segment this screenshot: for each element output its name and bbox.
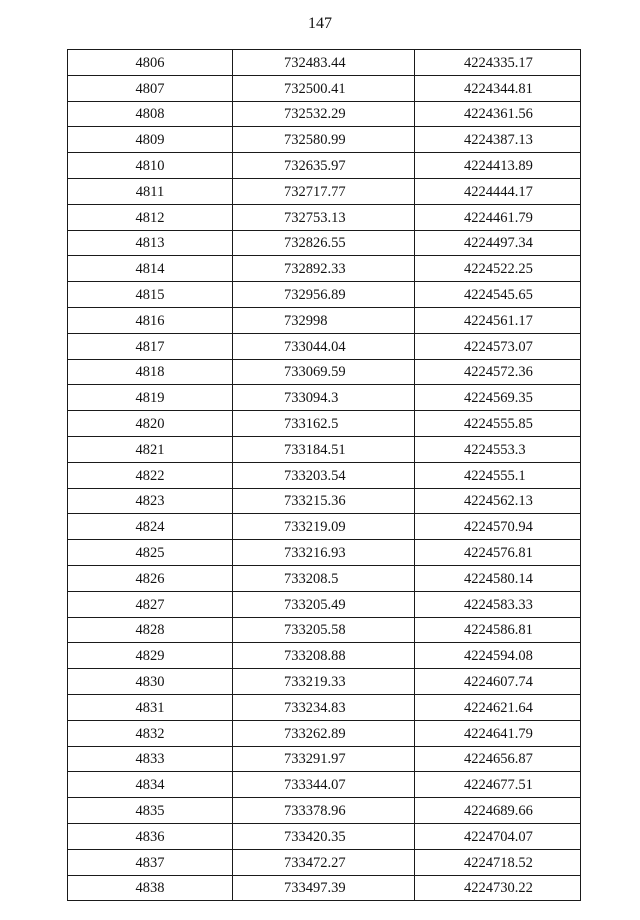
x-coordinate-cell: 732483.44 (233, 50, 415, 76)
x-coordinate-cell: 733378.96 (233, 798, 415, 824)
point-number-cell: 4838 (68, 875, 233, 901)
point-number-cell: 4813 (68, 230, 233, 256)
table-row (68, 823, 581, 849)
x-coordinate-cell: 733291.97 (233, 746, 415, 772)
y-coordinate-cell: 4224545.65 (415, 282, 581, 308)
y-coordinate-cell: 4224656.87 (415, 746, 581, 772)
table-row (68, 333, 581, 359)
x-coordinate-cell: 732635.97 (233, 153, 415, 179)
point-number-cell: 4832 (68, 720, 233, 746)
y-coordinate-cell: 4224569.35 (415, 385, 581, 411)
point-number-cell: 4821 (68, 436, 233, 462)
x-coordinate-cell: 732532.29 (233, 101, 415, 127)
y-coordinate-cell: 4224562.13 (415, 488, 581, 514)
point-number-cell: 4818 (68, 359, 233, 385)
table-row (68, 178, 581, 204)
point-number-cell: 4829 (68, 643, 233, 669)
y-coordinate-cell: 4224570.94 (415, 514, 581, 540)
y-coordinate-cell: 4224704.07 (415, 823, 581, 849)
point-number-cell: 4814 (68, 256, 233, 282)
y-coordinate-cell: 4224677.51 (415, 772, 581, 798)
x-coordinate-cell: 733219.09 (233, 514, 415, 540)
table-row (68, 694, 581, 720)
table-row (68, 127, 581, 153)
y-coordinate-cell: 4224641.79 (415, 720, 581, 746)
table-row (68, 720, 581, 746)
point-number-cell: 4817 (68, 333, 233, 359)
y-coordinate-cell: 4224553.3 (415, 436, 581, 462)
point-number-cell: 4806 (68, 50, 233, 76)
coordinate-table-body (68, 50, 581, 901)
point-number-cell: 4826 (68, 565, 233, 591)
point-number-cell: 4820 (68, 411, 233, 437)
x-coordinate-cell: 732753.13 (233, 204, 415, 230)
table-row (68, 385, 581, 411)
x-coordinate-cell: 733203.54 (233, 462, 415, 488)
point-number-cell: 4812 (68, 204, 233, 230)
table-row (68, 565, 581, 591)
table-row (68, 462, 581, 488)
point-number-cell: 4816 (68, 307, 233, 333)
x-coordinate-cell: 732892.33 (233, 256, 415, 282)
x-coordinate-cell: 733215.36 (233, 488, 415, 514)
coordinate-table (67, 49, 581, 901)
point-number-cell: 4822 (68, 462, 233, 488)
table-row (68, 307, 581, 333)
x-coordinate-cell: 733094.3 (233, 385, 415, 411)
point-number-cell: 4837 (68, 849, 233, 875)
point-number-cell: 4828 (68, 617, 233, 643)
table-row (68, 50, 581, 76)
y-coordinate-cell: 4224607.74 (415, 669, 581, 695)
x-coordinate-cell: 732500.41 (233, 75, 415, 101)
x-coordinate-cell: 732580.99 (233, 127, 415, 153)
x-coordinate-cell: 733497.39 (233, 875, 415, 901)
page-number: 147 (308, 15, 332, 32)
x-coordinate-cell: 733184.51 (233, 436, 415, 462)
x-coordinate-cell: 732826.55 (233, 230, 415, 256)
x-coordinate-cell: 733216.93 (233, 540, 415, 566)
point-number-cell: 4827 (68, 591, 233, 617)
x-coordinate-cell: 733044.04 (233, 333, 415, 359)
table-row (68, 230, 581, 256)
table-row (68, 436, 581, 462)
y-coordinate-cell: 4224561.17 (415, 307, 581, 333)
y-coordinate-cell: 4224586.81 (415, 617, 581, 643)
y-coordinate-cell: 4224344.81 (415, 75, 581, 101)
x-coordinate-cell: 732956.89 (233, 282, 415, 308)
table-row (68, 204, 581, 230)
y-coordinate-cell: 4224730.22 (415, 875, 581, 901)
point-number-cell: 4833 (68, 746, 233, 772)
y-coordinate-cell: 4224572.36 (415, 359, 581, 385)
x-coordinate-cell: 733219.33 (233, 669, 415, 695)
table-row (68, 75, 581, 101)
x-coordinate-cell: 733205.58 (233, 617, 415, 643)
x-coordinate-cell: 732998 (233, 307, 415, 333)
x-coordinate-cell: 733344.07 (233, 772, 415, 798)
point-number-cell: 4808 (68, 101, 233, 127)
table-row (68, 514, 581, 540)
x-coordinate-cell: 732717.77 (233, 178, 415, 204)
point-number-cell: 4825 (68, 540, 233, 566)
y-coordinate-cell: 4224413.89 (415, 153, 581, 179)
y-coordinate-cell: 4224594.08 (415, 643, 581, 669)
y-coordinate-cell: 4224555.85 (415, 411, 581, 437)
table-row (68, 359, 581, 385)
y-coordinate-cell: 4224718.52 (415, 849, 581, 875)
point-number-cell: 4824 (68, 514, 233, 540)
table-row (68, 849, 581, 875)
point-number-cell: 4835 (68, 798, 233, 824)
y-coordinate-cell: 4224522.25 (415, 256, 581, 282)
y-coordinate-cell: 4224335.17 (415, 50, 581, 76)
point-number-cell: 4809 (68, 127, 233, 153)
point-number-cell: 4811 (68, 178, 233, 204)
y-coordinate-cell: 4224580.14 (415, 565, 581, 591)
table-row (68, 617, 581, 643)
table-row (68, 772, 581, 798)
table-row (68, 256, 581, 282)
point-number-cell: 4819 (68, 385, 233, 411)
x-coordinate-cell: 733208.5 (233, 565, 415, 591)
point-number-cell: 4831 (68, 694, 233, 720)
table-row (68, 798, 581, 824)
point-number-cell: 4807 (68, 75, 233, 101)
x-coordinate-cell: 733069.59 (233, 359, 415, 385)
x-coordinate-cell: 733420.35 (233, 823, 415, 849)
table-row (68, 488, 581, 514)
table-row (68, 282, 581, 308)
table-row (68, 591, 581, 617)
y-coordinate-cell: 4224497.34 (415, 230, 581, 256)
x-coordinate-cell: 733262.89 (233, 720, 415, 746)
point-number-cell: 4823 (68, 488, 233, 514)
x-coordinate-cell: 733234.83 (233, 694, 415, 720)
table-row (68, 643, 581, 669)
y-coordinate-cell: 4224361.56 (415, 101, 581, 127)
x-coordinate-cell: 733205.49 (233, 591, 415, 617)
x-coordinate-cell: 733162.5 (233, 411, 415, 437)
point-number-cell: 4815 (68, 282, 233, 308)
table-row (68, 101, 581, 127)
y-coordinate-cell: 4224461.79 (415, 204, 581, 230)
table-row (68, 540, 581, 566)
table-row (68, 746, 581, 772)
x-coordinate-cell: 733472.27 (233, 849, 415, 875)
table-row (68, 875, 581, 901)
x-coordinate-cell: 733208.88 (233, 643, 415, 669)
y-coordinate-cell: 4224555.1 (415, 462, 581, 488)
table-row (68, 411, 581, 437)
point-number-cell: 4834 (68, 772, 233, 798)
point-number-cell: 4810 (68, 153, 233, 179)
table-row (68, 669, 581, 695)
y-coordinate-cell: 4224621.64 (415, 694, 581, 720)
y-coordinate-cell: 4224387.13 (415, 127, 581, 153)
y-coordinate-cell: 4224689.66 (415, 798, 581, 824)
point-number-cell: 4830 (68, 669, 233, 695)
y-coordinate-cell: 4224583.33 (415, 591, 581, 617)
table-row (68, 153, 581, 179)
y-coordinate-cell: 4224444.17 (415, 178, 581, 204)
y-coordinate-cell: 4224576.81 (415, 540, 581, 566)
y-coordinate-cell: 4224573.07 (415, 333, 581, 359)
point-number-cell: 4836 (68, 823, 233, 849)
